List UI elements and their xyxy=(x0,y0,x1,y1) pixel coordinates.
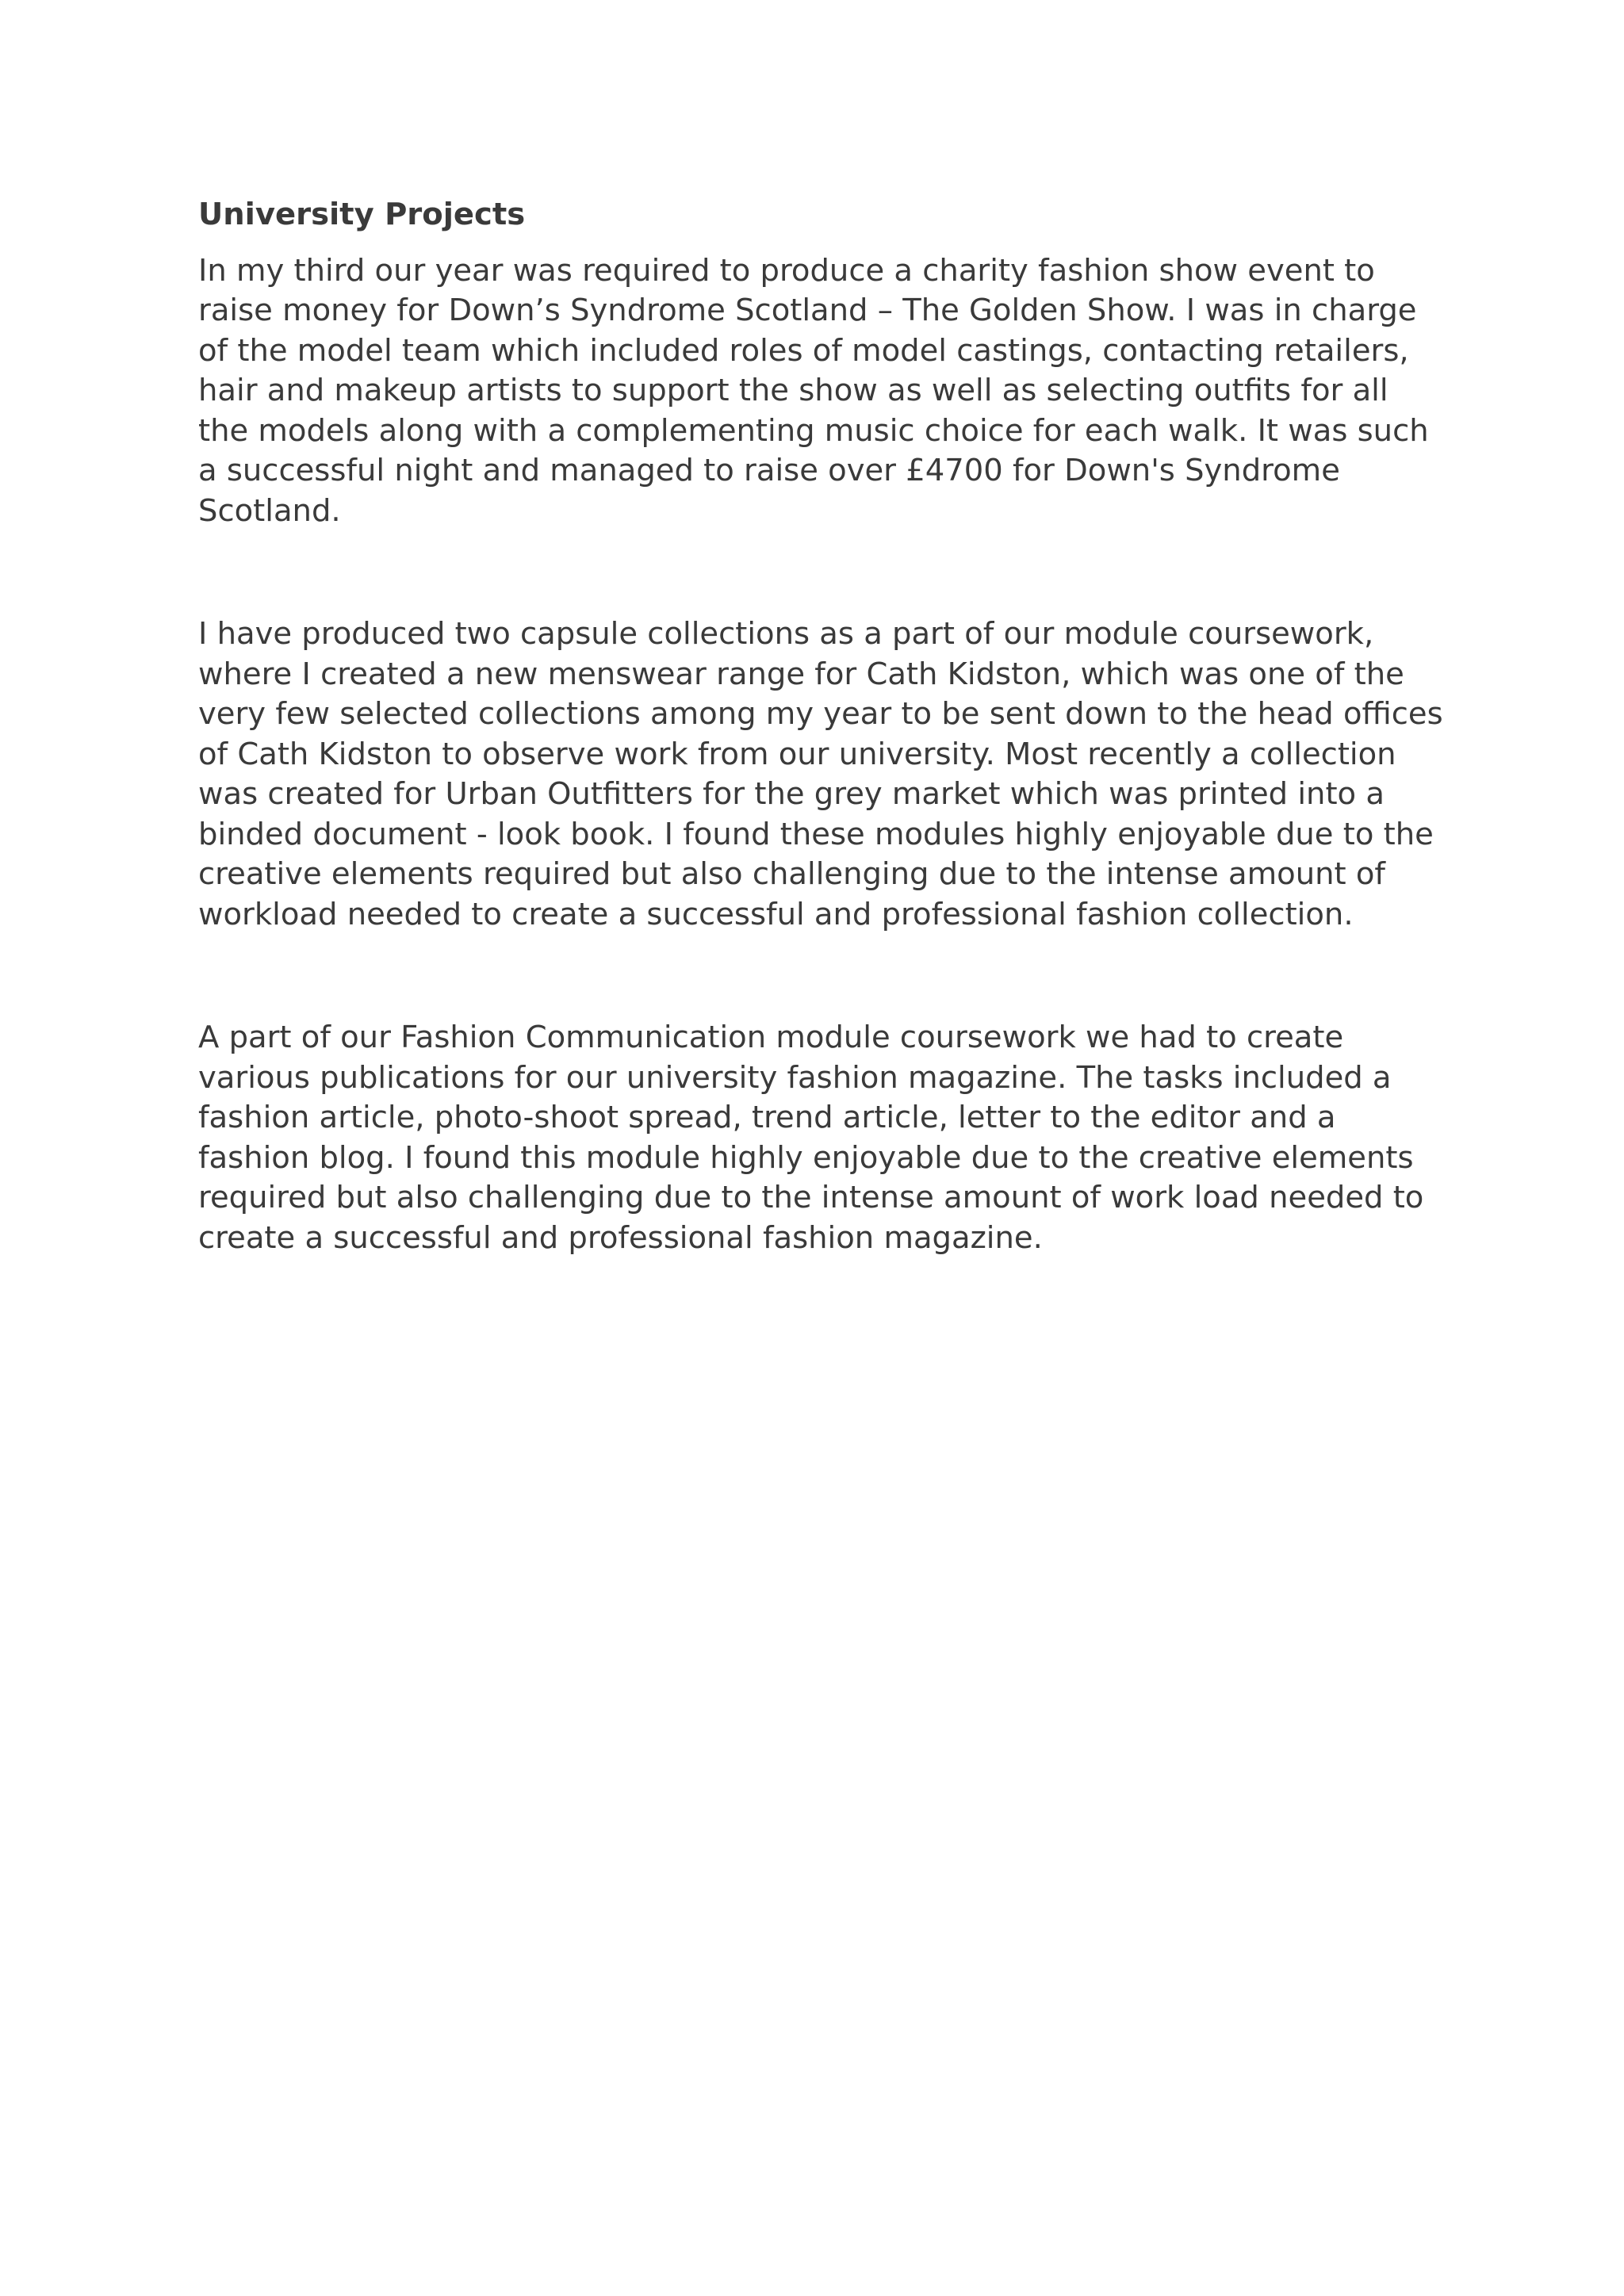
paragraph-capsule-collections xyxy=(198,614,1451,935)
paragraph-line: where I created a new menswear range for Cath Kidston, which was one of the xyxy=(198,656,1404,692)
paragraph-line: required but also challenging due to the intense amount of work load needed to xyxy=(198,1180,1424,1215)
paragraph-line: very few selected collections among my year to be sent down to the head offices xyxy=(198,696,1443,732)
paragraph-line: A part of our Fashion Communication module coursework we had to create xyxy=(198,1020,1344,1055)
paragraph-line: raise money for Down’s Syndrome Scotland – The Golden Show. I was in charge xyxy=(198,293,1417,328)
paragraph-line: binded document - look book. I found these modules highly enjoyable due to the xyxy=(198,816,1434,852)
paragraph-line: Scotland. xyxy=(198,492,341,529)
paragraph-golden-show xyxy=(198,251,1451,532)
paragraph-line: a successful night and managed to raise over £4700 for Down's Syndrome xyxy=(198,453,1340,488)
document-body xyxy=(198,195,1451,1258)
paragraph-line: fashion article, photo-shoot spread, trend article, letter to the editor and a xyxy=(198,1100,1336,1135)
section-heading: University Projects xyxy=(198,197,526,232)
paragraph-line: I have produced two capsule collections as a part of our module coursework, xyxy=(198,616,1374,652)
paragraph-spacer xyxy=(198,531,1451,614)
paragraph-line: of Cath Kidston to observe work from our university. Most recently a collection xyxy=(198,736,1396,772)
paragraph-line: In my third our year was required to produce a charity fashion show event to xyxy=(198,252,1375,289)
paragraph-spacer xyxy=(198,935,1451,1018)
paragraph-line: was created for Urban Outfitters for the grey market which was printed into a xyxy=(198,776,1385,812)
paragraph-line: of the model team which included roles of model castings, contacting retailers, xyxy=(198,332,1409,369)
paragraph-line: workload needed to create a successful and professional fashion collection. xyxy=(198,896,1354,932)
paragraph-line: the models along with a complementing music choice for each walk. It was such xyxy=(198,412,1429,449)
paragraph-line: fashion blog. I found this module highly enjoyable due to the creative elements xyxy=(198,1139,1414,1176)
paragraph-line: hair and makeup artists to support the show as well as selecting outfits for all xyxy=(198,373,1388,408)
paragraph-line: create a successful and professional fashion magazine. xyxy=(198,1219,1043,1256)
paragraph-line: various publications for our university fashion magazine. The tasks included a xyxy=(198,1059,1392,1096)
paragraph-fashion-communication xyxy=(198,1018,1451,1258)
paragraph-line: creative elements required but also challenging due to the intense amount of xyxy=(198,856,1385,892)
